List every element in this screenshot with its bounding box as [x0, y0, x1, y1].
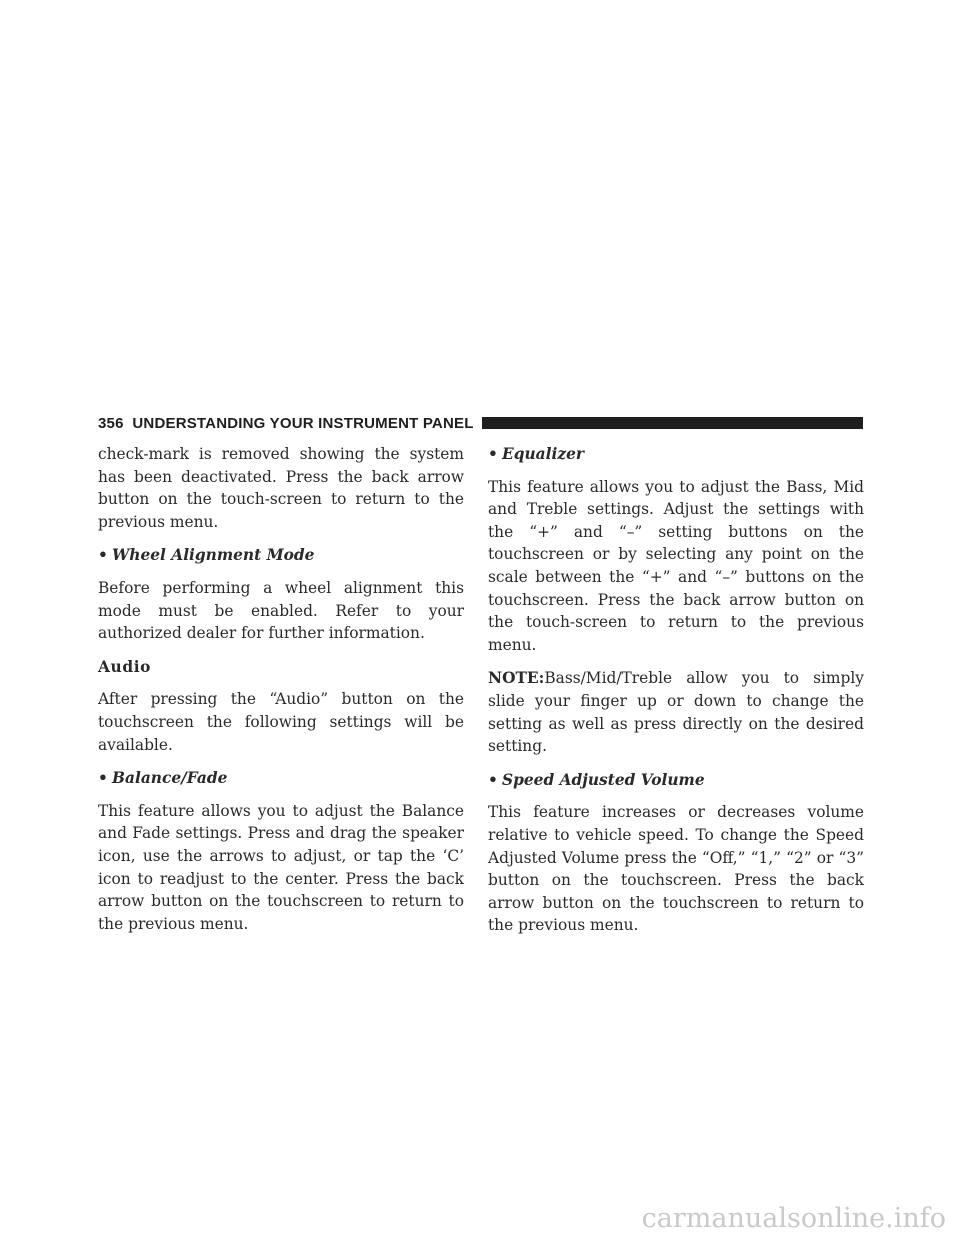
- bullet-label: Wheel Alignment Mode: [112, 546, 315, 565]
- bullet-icon: •: [488, 770, 498, 789]
- paragraph-equalizer: This feature allows you to adjust the Bass, Mid and Treble settings. Adjust the settings with the “+” and “–” setting buttons on the touchscreen or by selecting any point on the scale between the “+” and “–” buttons on the touchscreen. Press the back arrow button on the touch-screen to return to the previous menu.: [488, 477, 864, 654]
- page-number: 356: [98, 414, 124, 432]
- page-header-text: [98, 415, 482, 432]
- bullet-label: Balance/Fade: [112, 769, 228, 788]
- paragraph-speed-adjusted-volume: This feature increases or decreases volume relative to vehicle speed. To change the Speed Adjusted Volume press the “Off,” “1,” “2” or “3” button on the touchscreen. Press the back arrow button on the touchscreen to return to the previous menu.: [488, 803, 864, 935]
- left-column: [98, 443, 464, 946]
- header-rule: [482, 417, 863, 429]
- bullet-icon: •: [488, 445, 498, 463]
- section-title: UNDERSTANDING YOUR INSTRUMENT PANEL: [132, 414, 474, 432]
- note-paragraph: [488, 667, 864, 757]
- bullet-wheel-alignment: [98, 544, 464, 567]
- bullet-icon: •: [98, 769, 108, 788]
- page-header: [98, 412, 863, 434]
- bullet-label: Speed Adjusted Volume: [502, 770, 705, 789]
- paragraph-balance-fade: This feature allows you to adjust the Balance and Fade settings. Press and drag the speaker icon, use the arrows to adjust, or tap the ‘C’ icon to readjust to the center. Press the back arrow button on the touchscreen to return to the previous menu.: [98, 801, 464, 933]
- bullet-speed-adjusted-volume: [488, 769, 864, 792]
- heading-audio: Audio: [98, 657, 152, 676]
- bullet-equalizer: [488, 443, 864, 466]
- note-text: Bass/Mid/Treble allow you to simply slide your finger up or down to change the setting as well as press directly on the desired setting.: [488, 669, 864, 756]
- paragraph-wheel-alignment: Before performing a wheel alignment this mode must be enabled. Refer to your authorized dealer for further information.: [98, 578, 464, 643]
- bullet-label: Equalizer: [502, 445, 584, 463]
- note-label: NOTE:: [488, 669, 545, 688]
- paragraph-checkmark: check-mark is removed showing the system has been deactivated. Press the back arrow button on the touch-screen to return to the previous menu.: [98, 445, 464, 531]
- right-column: [488, 443, 864, 948]
- watermark-logo: carmanualsonline.info: [641, 1203, 946, 1234]
- paragraph-audio: After pressing the “Audio” button on the touchscreen the following settings will be available.: [98, 690, 464, 754]
- bullet-balance-fade: [98, 767, 464, 790]
- bullet-icon: •: [98, 546, 108, 565]
